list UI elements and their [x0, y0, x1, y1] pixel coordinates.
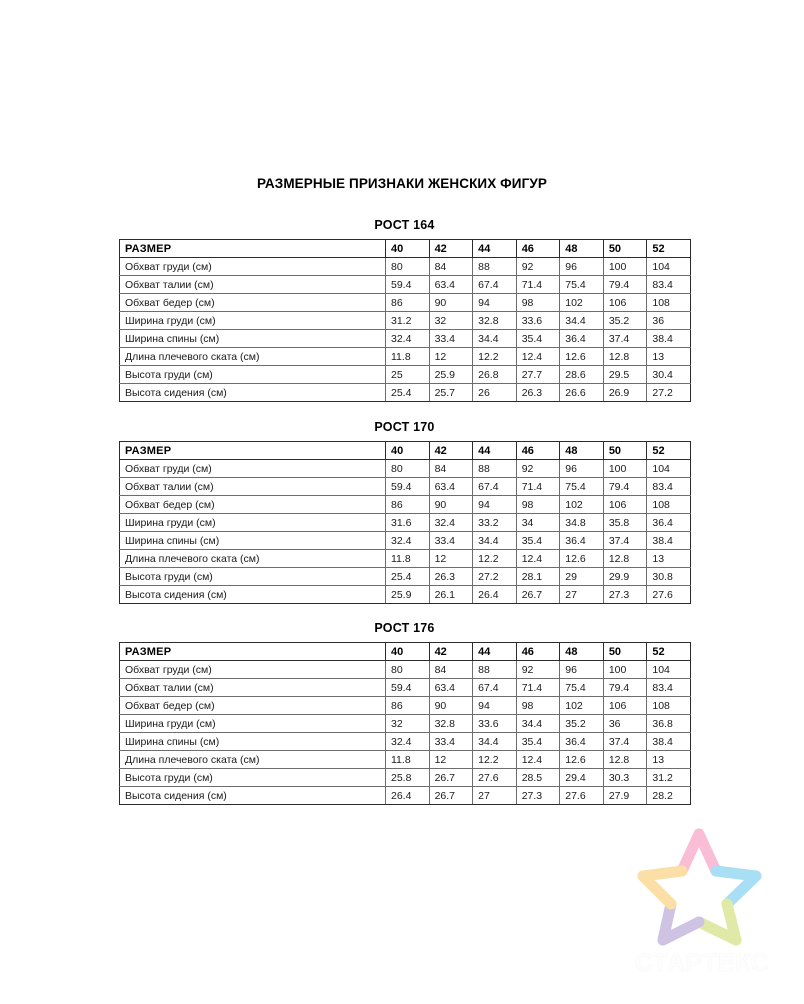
table-row	[120, 460, 691, 478]
table-row	[120, 384, 691, 402]
size-table-block-rost-176	[119, 621, 690, 805]
measurement-value-52: 108	[647, 294, 691, 312]
measurement-value-42: 32	[429, 312, 473, 330]
measurement-value-42: 26.7	[429, 787, 473, 805]
table-row	[120, 294, 691, 312]
measurement-value-52: 38.4	[647, 733, 691, 751]
measurement-label: Ширина спины (см)	[120, 532, 386, 550]
measurement-value-50: 106	[603, 294, 647, 312]
table-row	[120, 661, 691, 679]
measurement-value-40: 86	[386, 697, 430, 715]
column-header-size-40: 40	[386, 643, 430, 661]
column-header-size-40: 40	[386, 442, 430, 460]
measurement-value-46: 12.4	[516, 751, 560, 769]
table-row	[120, 733, 691, 751]
measurement-value-48: 12.6	[560, 348, 604, 366]
size-table-block-rost-164	[119, 218, 690, 402]
column-header-size-52: 52	[647, 643, 691, 661]
measurement-value-48: 102	[560, 697, 604, 715]
measurement-value-46: 12.4	[516, 550, 560, 568]
measurement-value-44: 94	[473, 294, 517, 312]
measurement-value-48: 29	[560, 568, 604, 586]
measurement-label: Обхват бедер (см)	[120, 294, 386, 312]
table-head	[120, 442, 691, 460]
measurement-value-40: 86	[386, 294, 430, 312]
measurement-value-46: 71.4	[516, 276, 560, 294]
measurement-value-42: 84	[429, 460, 473, 478]
table-head	[120, 643, 691, 661]
measurement-value-42: 33.4	[429, 733, 473, 751]
measurement-value-48: 102	[560, 496, 604, 514]
measurement-value-46: 26.7	[516, 586, 560, 604]
measurement-label: Высота сидения (см)	[120, 384, 386, 402]
measurement-value-42: 12	[429, 348, 473, 366]
column-header-size-52: 52	[647, 240, 691, 258]
measurement-value-48: 29.4	[560, 769, 604, 787]
measurement-value-48: 96	[560, 460, 604, 478]
measurement-value-48: 75.4	[560, 679, 604, 697]
measurement-value-50: 27.3	[603, 586, 647, 604]
table-head	[120, 240, 691, 258]
measurement-value-40: 59.4	[386, 478, 430, 496]
measurement-value-48: 34.8	[560, 514, 604, 532]
size-table-rost-176	[119, 642, 691, 805]
measurement-value-42: 32.4	[429, 514, 473, 532]
column-header-size-label: РАЗМЕР	[120, 240, 386, 258]
measurement-value-42: 25.9	[429, 366, 473, 384]
measurement-value-50: 30.3	[603, 769, 647, 787]
measurement-label: Ширина спины (см)	[120, 733, 386, 751]
measurement-value-42: 12	[429, 550, 473, 568]
measurement-value-40: 11.8	[386, 550, 430, 568]
table-row	[120, 330, 691, 348]
measurement-value-40: 31.6	[386, 514, 430, 532]
measurement-value-50: 100	[603, 661, 647, 679]
measurement-value-48: 35.2	[560, 715, 604, 733]
measurement-value-40: 25.8	[386, 769, 430, 787]
column-header-size-50: 50	[603, 442, 647, 460]
measurement-value-52: 28.2	[647, 787, 691, 805]
measurement-value-48: 28.6	[560, 366, 604, 384]
measurement-label: Высота сидения (см)	[120, 586, 386, 604]
measurement-value-44: 26	[473, 384, 517, 402]
measurement-label: Длина плечевого ската (см)	[120, 550, 386, 568]
measurement-value-44: 88	[473, 460, 517, 478]
column-header-size-46: 46	[516, 643, 560, 661]
measurement-value-50: 12.8	[603, 550, 647, 568]
measurement-value-46: 27.3	[516, 787, 560, 805]
measurement-value-44: 33.2	[473, 514, 517, 532]
measurement-value-48: 36.4	[560, 532, 604, 550]
table-row	[120, 715, 691, 733]
star-outline-icon	[634, 826, 764, 948]
measurement-value-44: 12.2	[473, 550, 517, 568]
table-row	[120, 568, 691, 586]
table-row	[120, 532, 691, 550]
measurement-value-50: 79.4	[603, 478, 647, 496]
measurement-value-50: 35.8	[603, 514, 647, 532]
measurement-value-48: 75.4	[560, 478, 604, 496]
measurement-value-42: 90	[429, 697, 473, 715]
measurement-value-44: 32.8	[473, 312, 517, 330]
measurement-value-40: 25.4	[386, 568, 430, 586]
column-header-size-48: 48	[560, 643, 604, 661]
measurement-label: Обхват груди (см)	[120, 258, 386, 276]
table-row	[120, 751, 691, 769]
measurement-value-48: 27.6	[560, 787, 604, 805]
measurement-value-40: 59.4	[386, 276, 430, 294]
measurement-value-42: 32.8	[429, 715, 473, 733]
column-header-size-label: РАЗМЕР	[120, 442, 386, 460]
table-row	[120, 348, 691, 366]
column-header-size-48: 48	[560, 240, 604, 258]
measurement-value-42: 25.7	[429, 384, 473, 402]
measurement-value-44: 33.6	[473, 715, 517, 733]
measurement-value-48: 36.4	[560, 733, 604, 751]
measurement-value-46: 98	[516, 496, 560, 514]
table-row	[120, 550, 691, 568]
table-header-row	[120, 643, 691, 661]
measurement-label: Обхват талии (см)	[120, 679, 386, 697]
measurement-value-52: 36	[647, 312, 691, 330]
measurement-value-50: 37.4	[603, 330, 647, 348]
measurement-value-50: 26.9	[603, 384, 647, 402]
measurement-value-48: 34.4	[560, 312, 604, 330]
measurement-value-40: 32.4	[386, 330, 430, 348]
measurement-value-50: 37.4	[603, 532, 647, 550]
measurement-value-42: 12	[429, 751, 473, 769]
column-header-size-46: 46	[516, 240, 560, 258]
measurement-value-40: 25.4	[386, 384, 430, 402]
measurement-value-44: 34.4	[473, 532, 517, 550]
measurement-value-42: 26.1	[429, 586, 473, 604]
measurement-value-46: 92	[516, 460, 560, 478]
column-header-size-label: РАЗМЕР	[120, 643, 386, 661]
column-header-size-44: 44	[473, 643, 517, 661]
size-table-rost-170	[119, 441, 691, 604]
measurement-value-52: 38.4	[647, 532, 691, 550]
measurement-value-46: 28.5	[516, 769, 560, 787]
measurement-value-48: 96	[560, 258, 604, 276]
measurement-value-40: 59.4	[386, 679, 430, 697]
measurement-value-52: 83.4	[647, 478, 691, 496]
measurement-value-40: 32	[386, 715, 430, 733]
table-row	[120, 679, 691, 697]
measurement-value-46: 35.4	[516, 330, 560, 348]
measurement-value-50: 27.9	[603, 787, 647, 805]
measurement-value-44: 94	[473, 697, 517, 715]
measurement-value-40: 32.4	[386, 532, 430, 550]
measurement-value-46: 26.3	[516, 384, 560, 402]
measurement-value-40: 11.8	[386, 348, 430, 366]
measurement-value-52: 104	[647, 661, 691, 679]
measurement-value-40: 80	[386, 258, 430, 276]
measurement-value-48: 36.4	[560, 330, 604, 348]
measurement-value-42: 26.7	[429, 769, 473, 787]
table-body	[120, 661, 691, 805]
measurement-value-44: 26.4	[473, 586, 517, 604]
measurement-label: Высота груди (см)	[120, 568, 386, 586]
column-header-size-42: 42	[429, 240, 473, 258]
measurement-label: Высота сидения (см)	[120, 787, 386, 805]
measurement-value-50: 79.4	[603, 276, 647, 294]
measurement-value-50: 12.8	[603, 751, 647, 769]
table-row	[120, 276, 691, 294]
measurement-value-52: 30.4	[647, 366, 691, 384]
measurement-label: Длина плечевого ската (см)	[120, 348, 386, 366]
table-row	[120, 258, 691, 276]
measurement-label: Обхват талии (см)	[120, 478, 386, 496]
measurement-value-42: 63.4	[429, 276, 473, 294]
measurement-value-50: 36	[603, 715, 647, 733]
measurement-value-52: 38.4	[647, 330, 691, 348]
measurement-value-42: 90	[429, 294, 473, 312]
measurement-value-42: 33.4	[429, 532, 473, 550]
measurement-value-42: 84	[429, 258, 473, 276]
measurement-value-46: 98	[516, 294, 560, 312]
measurement-value-52: 104	[647, 460, 691, 478]
measurement-value-50: 12.8	[603, 348, 647, 366]
measurement-value-48: 12.6	[560, 751, 604, 769]
measurement-value-44: 94	[473, 496, 517, 514]
measurement-value-42: 90	[429, 496, 473, 514]
measurement-value-44: 88	[473, 258, 517, 276]
measurement-label: Обхват бедер (см)	[120, 697, 386, 715]
measurement-value-48: 27	[560, 586, 604, 604]
measurement-value-52: 30.8	[647, 568, 691, 586]
measurement-value-52: 104	[647, 258, 691, 276]
measurement-value-48: 75.4	[560, 276, 604, 294]
column-header-size-50: 50	[603, 643, 647, 661]
measurement-value-52: 108	[647, 697, 691, 715]
measurement-label: Ширина спины (см)	[120, 330, 386, 348]
measurement-value-46: 92	[516, 258, 560, 276]
measurement-label: Высота груди (см)	[120, 366, 386, 384]
measurement-value-50: 29.9	[603, 568, 647, 586]
measurement-value-40: 26.4	[386, 787, 430, 805]
measurement-label: Обхват талии (см)	[120, 276, 386, 294]
measurement-value-52: 13	[647, 751, 691, 769]
measurement-value-44: 12.2	[473, 348, 517, 366]
measurement-label: Обхват груди (см)	[120, 661, 386, 679]
table-body	[120, 460, 691, 604]
measurement-value-42: 33.4	[429, 330, 473, 348]
size-table-rost-164	[119, 239, 691, 402]
measurement-value-50: 100	[603, 460, 647, 478]
measurement-value-42: 84	[429, 661, 473, 679]
measurement-value-40: 25.9	[386, 586, 430, 604]
measurement-value-40: 11.8	[386, 751, 430, 769]
brand-watermark	[604, 826, 800, 992]
measurement-value-46: 35.4	[516, 733, 560, 751]
table-row	[120, 586, 691, 604]
measurement-label: Обхват груди (см)	[120, 460, 386, 478]
measurement-value-48: 26.6	[560, 384, 604, 402]
measurement-value-44: 67.4	[473, 478, 517, 496]
measurement-value-44: 12.2	[473, 751, 517, 769]
measurement-label: Ширина груди (см)	[120, 715, 386, 733]
measurement-value-52: 13	[647, 550, 691, 568]
column-header-size-42: 42	[429, 442, 473, 460]
measurement-value-42: 63.4	[429, 679, 473, 697]
table-title-rost-170: РОСТ 170	[374, 420, 435, 434]
table-row	[120, 697, 691, 715]
measurement-value-48: 12.6	[560, 550, 604, 568]
measurement-value-52: 31.2	[647, 769, 691, 787]
measurement-value-44: 27.6	[473, 769, 517, 787]
measurement-value-50: 37.4	[603, 733, 647, 751]
measurement-value-46: 71.4	[516, 478, 560, 496]
measurement-value-44: 27	[473, 787, 517, 805]
measurement-value-46: 28.1	[516, 568, 560, 586]
measurement-value-42: 26.3	[429, 568, 473, 586]
measurement-value-44: 88	[473, 661, 517, 679]
table-body	[120, 258, 691, 402]
table-row	[120, 496, 691, 514]
column-header-size-48: 48	[560, 442, 604, 460]
measurement-value-44: 34.4	[473, 733, 517, 751]
measurement-value-46: 34.4	[516, 715, 560, 733]
size-table-block-rost-170	[119, 420, 690, 604]
measurement-value-44: 34.4	[473, 330, 517, 348]
brand-wordmark: СТАРТЕКС	[634, 949, 770, 977]
column-header-size-50: 50	[603, 240, 647, 258]
measurement-value-50: 35.2	[603, 312, 647, 330]
measurement-value-52: 27.6	[647, 586, 691, 604]
measurement-value-52: 13	[647, 348, 691, 366]
measurement-value-46: 35.4	[516, 532, 560, 550]
column-header-size-44: 44	[473, 240, 517, 258]
measurement-label: Обхват бедер (см)	[120, 496, 386, 514]
measurement-value-46: 33.6	[516, 312, 560, 330]
table-row	[120, 478, 691, 496]
page-title: РАЗМЕРНЫЕ ПРИЗНАКИ ЖЕНСКИХ ФИГУР	[257, 176, 547, 191]
measurement-value-44: 26.8	[473, 366, 517, 384]
measurement-value-40: 80	[386, 460, 430, 478]
measurement-value-44: 27.2	[473, 568, 517, 586]
measurement-value-50: 106	[603, 697, 647, 715]
table-row	[120, 514, 691, 532]
table-row	[120, 787, 691, 805]
column-header-size-44: 44	[473, 442, 517, 460]
table-row	[120, 312, 691, 330]
measurement-value-52: 83.4	[647, 276, 691, 294]
table-header-row	[120, 240, 691, 258]
measurement-label: Ширина груди (см)	[120, 514, 386, 532]
measurement-value-48: 102	[560, 294, 604, 312]
column-header-size-46: 46	[516, 442, 560, 460]
measurement-value-50: 106	[603, 496, 647, 514]
measurement-value-50: 100	[603, 258, 647, 276]
measurement-value-52: 36.8	[647, 715, 691, 733]
measurement-value-50: 29.5	[603, 366, 647, 384]
measurement-value-42: 63.4	[429, 478, 473, 496]
column-header-size-42: 42	[429, 643, 473, 661]
measurement-value-40: 25	[386, 366, 430, 384]
measurement-value-46: 92	[516, 661, 560, 679]
measurement-value-46: 12.4	[516, 348, 560, 366]
table-row	[120, 366, 691, 384]
measurement-value-48: 96	[560, 661, 604, 679]
measurement-value-40: 86	[386, 496, 430, 514]
measurement-value-44: 67.4	[473, 679, 517, 697]
measurement-value-40: 32.4	[386, 733, 430, 751]
measurement-value-50: 79.4	[603, 679, 647, 697]
measurement-value-46: 71.4	[516, 679, 560, 697]
measurement-value-52: 83.4	[647, 679, 691, 697]
measurement-value-46: 98	[516, 697, 560, 715]
measurement-value-52: 108	[647, 496, 691, 514]
measurement-value-52: 36.4	[647, 514, 691, 532]
column-header-size-52: 52	[647, 442, 691, 460]
measurement-label: Длина плечевого ската (см)	[120, 751, 386, 769]
measurement-value-52: 27.2	[647, 384, 691, 402]
table-header-row	[120, 442, 691, 460]
table-title-rost-176: РОСТ 176	[374, 621, 435, 635]
measurement-value-44: 67.4	[473, 276, 517, 294]
table-title-rost-164: РОСТ 164	[374, 218, 435, 232]
measurement-label: Высота груди (см)	[120, 769, 386, 787]
measurement-value-40: 80	[386, 661, 430, 679]
measurement-value-46: 34	[516, 514, 560, 532]
measurement-value-46: 27.7	[516, 366, 560, 384]
table-row	[120, 769, 691, 787]
column-header-size-40: 40	[386, 240, 430, 258]
measurement-label: Ширина груди (см)	[120, 312, 386, 330]
measurement-value-40: 31.2	[386, 312, 430, 330]
